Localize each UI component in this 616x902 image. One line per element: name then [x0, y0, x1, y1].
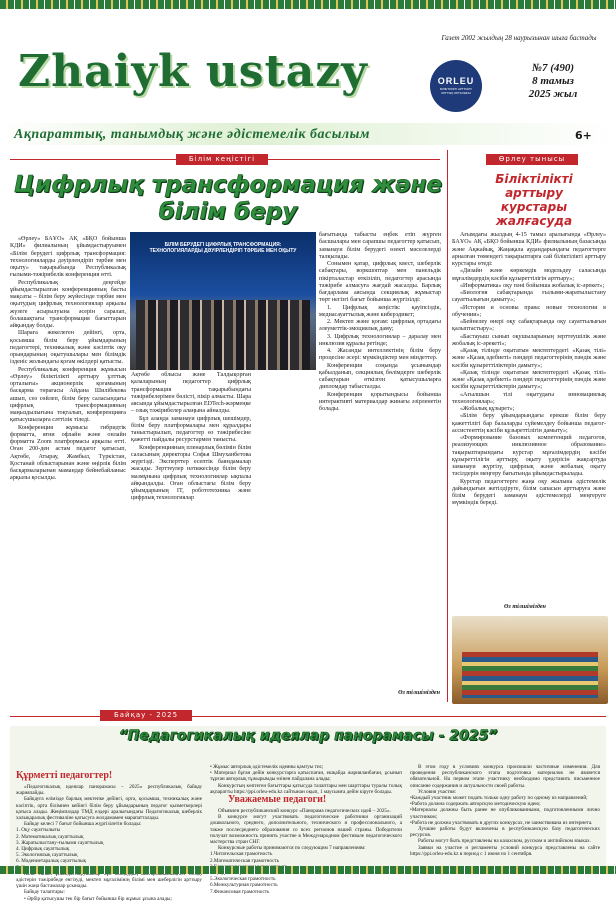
list-item: 5. Экологиялық сауаттылық — [16, 852, 78, 859]
books-illustration — [452, 616, 608, 704]
issue-number: №7 (490) — [531, 62, 575, 74]
paragraph: 4. Жасанды интеллектінің білім беру процесіне әсері: мүмкіндіктер мен міндеттер. — [319, 348, 441, 362]
paragraph: «Өрлеу» БАҰО» АҚ «БҚО бойынша КДИ» филиалының ұйымдастыруымен «Білім берудегі цифрлық трансформация: технологияларды дәуірлендіріп тәрбие мен оқыту» тақырыбында Республикалық ғылыми-тәжірибелік конференция өтті. — [10, 236, 126, 279]
paragraph: «Бейнелеу өнері оқу сабақтарында оқу сауаттылығын қалыптастыру»; — [452, 319, 606, 333]
paragraph: Лучшие работы будут включены в республиканскую базу педагогических ресурсов. — [410, 826, 600, 839]
section-tab-bottom: Байқау - 2025 — [100, 710, 192, 721]
list-item: •Материалы должны быть ранее не опубликованными, подготовленными лично участником; — [410, 807, 600, 820]
paragraph: «Биология сабақтарында ғылыми-жаратылыстану сауаттылығын дамыту»; — [452, 290, 606, 304]
list-item: 5.Экологическая грамотность — [210, 876, 276, 883]
article3-ru-col2 — [210, 808, 402, 895]
paragraph: Конференцияның пленарлық бөлімін білім саласының директоры Софья Шмуханбетова жүргізді. Эксперттер есептік баяндамалар жасады. Зерттеулер нәтижесінде білім беру мазмұнына цифрлық технологиялар ықпалы айқындалды. Оған облыстағы білім беру ұйымдарының IT, робототехника және цифрлық технологиялар — [131, 444, 251, 502]
paragraph: Республикалық деңгейде ұйымдастырылған конференцияның басты мақсаты – білім беру жүйесінде тәрбие мен оқытудың цифрлық технологиялар арқылы жүзеге асырылуына әсерін саралап, болашақтағы трансформация бағыттарын айқындау болды. — [10, 279, 126, 329]
divider — [268, 159, 440, 160]
paragraph: 2. Мектеп және қоғам: цифрлық ортадағы әлеуметтік-эмоциялық даму; — [319, 319, 441, 333]
list-item: 1. Оқу сауаттылығы — [16, 827, 61, 834]
slogan: Ақпараттық, танымдық және әдістемелік басылым — [14, 127, 370, 142]
photo-people — [136, 300, 310, 370]
logo-text: ORLEU — [437, 76, 475, 86]
orleu-logo-icon — [430, 60, 482, 112]
paragraph: Конференция соңында ұсынымдар қабылданып, секциялық бөлімдерге шеберлік сабақтарын өткізген қатысушыларға дипломдар табысталды. — [319, 362, 441, 391]
paragraph: Заявки на участие и регламенты условий конкурса представлены на сайте https://ppi.orleu-edu.kz в период с 1 июня по 1 сентября. — [410, 844, 600, 857]
masthead-since: Газет 2002 жылдың 28 наурызынан шыға бастады — [441, 34, 597, 42]
paragraph: В этом году в условиях конкурса произошли частичные изменения. Для проведения республиканского этапа подготовка материалов не является обязательной. На первом этапе участнику необходимо представить письменное описание содержания и актуальности своей работы. — [410, 764, 600, 789]
paragraph: Объявлен республиканский конкурс «Панорама педагогических идей – 2025». — [218, 808, 391, 814]
masthead-title: Zhaiyk ustazy — [18, 46, 368, 97]
paragraph: Республикалық конференция жұмысын «Өрлеу» біліктілікті арттыру ұлттық орталығы» акционерлік қоғамының басқарма төрағасы Айдана Шилібекова ашып, сөз сөйлеп, білім беру саласындағы цифрлық трансформацияның маңыздылығына тоқталып, конференцияға қатысушыларға сәттілік тіледі. — [10, 366, 126, 424]
paragraph: «Дизайн және көркемдік модельдеу саласында мұғалімдердің кәсіби құзыреттілігін арттыру»; — [452, 268, 606, 282]
list-item: • Материал бұған дейін конкурстарға қатыспаған, ешқайда жарияланбаған, ұсынып тұрған авторлық тұжырымды өзінен пайдалана алады; — [210, 770, 402, 783]
paragraph: Ағымдағы жылдың 4-15 тамыз аралығында «Өрлеу» БАҰО» АҚ «БҚО бойынша КДИ» филиалының базасында және Ақжайық, Жаңақала аудандарындағы педагогтерге арналған төмендегі тақырыптарға сай біліктілікті арттыру курстары өтеді: — [452, 232, 606, 267]
paragraph: Конференция жұмысы гибридтік форматта, яғни офлайн және онлайн форматта Zoom платформасы арқылы өтті. Оған 200-ден астам педагог қатысып, Ақтөбе, Атырау, Жамбыл, Түркістан, Қостанай облыстарынан және өңірлік білім басқармаларынан мамандар бейнебайланыс арқылы қосылды. — [10, 424, 126, 482]
paragraph: бағытында табысты еңбек етіп жүрген басшылары мен сарапшы педагогтер қатысып, заманауи білім берудегі өзекті мәселелерді талқылады. — [319, 232, 441, 260]
list-item: 2. Математикалық сауаттылық — [16, 833, 84, 840]
article2-col — [452, 232, 606, 600]
issue-date: 8 тамыз — [532, 75, 574, 87]
paragraph: Шараға жекелеген дейінгі, орта, қосымша білім беру ұйымдарының педагогтері, техникалық және кәсіптік оқу орындарының оқытушылары мен білімдік ізденіс жолындағы қоғам өкілдері қатысты. — [10, 330, 126, 366]
divider — [10, 159, 176, 160]
issue-block — [498, 62, 608, 101]
paragraph: Байқау келесі 7 бағыт бойынша жүргізілетін болады: — [24, 821, 142, 828]
list-item: •Каждый участник может подать только одну работу по одному из направлений; — [410, 795, 588, 802]
paragraph: «Бастауыш сынып оқушыларының зерттеушілік және жобалық іс-әрекеті»; — [452, 333, 606, 347]
paragraph: «Информатика» оқу пәні бойынша жобалық іс-әрекет»; — [460, 282, 605, 289]
paragraph: «Білім беру ұйымдарындағы ерекше білім беру қажеттілігі бар балаларды сүйемелдеу бойынша педагог-ассистенттің кәсіби құзыреттілігін дамыту»; — [452, 413, 606, 434]
article2-signature: Өз тілшімізден — [504, 604, 546, 610]
article1-col1 — [10, 236, 126, 698]
paragraph: «Қазақ тілінде оқытатын мектептердегі «Қазақ тілі» және «Қазақ әдебиеті» пәндері педагогтерінің пәндік және кәсіби құзыреттіліктерін дамыту»; — [452, 348, 606, 369]
paragraph: «Жобалық құзырет»; — [460, 406, 515, 412]
article1-signature: Өз тілшімізден — [398, 690, 440, 696]
article1-col2 — [131, 372, 251, 698]
ru-heading: Уважаемые педагоги! — [228, 794, 327, 805]
photo-caption: Ақтөбе облысы және Талдықорған қалаларының педагогтер цифрлық трансформация тақырыбындағы тәжірибелерімен бөлісті, пікір алмасты. Шара аясында ұйымдастырылған EDTech-жәрмеңке – озық тәжірибелер алаңына айналды. — [131, 372, 251, 415]
issue-year: 2025 жыл — [528, 88, 578, 100]
list-item: 7.Финансовая грамотность — [210, 888, 270, 895]
logo-subtext: БІЛІКТІЛІКТІ АРТТЫРУ ҰЛТТЫҚ ОРТАЛЫҒЫ — [439, 87, 473, 95]
article2-title: Біліктілікті арттыру курстары жалғасуда — [495, 172, 573, 228]
paragraph: Работы могут быть представлены на казахском, русском и английском языках. — [418, 838, 591, 845]
paragraph: Бұл алаңда заманауи цифрлық шешімдер, білім беру платформалары мен құралдары таныстырылып, педагогтер өз тәжірибесіне қажетті пайдалы ресурстармен танысты. — [131, 415, 251, 444]
top-ornament — [0, 0, 616, 9]
paragraph: Конкурсные работы принимаются по следующим 7 направлениям: — [218, 845, 366, 852]
list-item: •Работа не должна участвовать в других конкурсах, не заимствована из интернета. — [410, 819, 593, 826]
section-tab-right: Өрлеу тынысы — [486, 154, 578, 165]
paragraph: Сонымен қатар, цифрлық квест, шеберлік сабақтары, воркшоптар мен панельдік пікірталастар өткізіліп, педагогтер арасында тәжірибе алмасуға жағдай жасалды. Барлық бағдарлама аясында секциялық жұмыстар төрт негізгі бағыт бойынша жүргізілді: — [319, 261, 441, 304]
age-badge: 6+ — [575, 129, 592, 142]
list-item: 3. Жаратылыстану-ғылыми сауаттылық — [16, 839, 104, 846]
paragraph: әдістерін тәжірибеде енгізуді, мектеп мұғалімінің білімі мен шеберлігін арттыру үшін жаңа бастамалар ұсынады. — [16, 877, 202, 890]
article1-title: Цифрлық трансформация және білім беру — [13, 172, 443, 225]
article3-ru-col3 — [410, 764, 600, 866]
article3-title: “Педагогикалық идеялар панорамасы - 2025” — [118, 728, 498, 744]
photo-banner: БІЛІМ БЕРУДЕГІ ЦИФРЛЫҚ ТРАНСФОРМАЦИЯ: ТЕХНОЛОГИЯЛАРДЫ ДӘУІРЛЕНДІРІП ТӘРБИЕ МЕН ОҚЫТУ — [149, 242, 297, 254]
list-item: 2.Математическая грамотность — [210, 857, 280, 864]
article3-kz-col — [16, 784, 202, 902]
list-item: 6. Мәдениетаралық сауаттылық — [16, 858, 87, 865]
conference-photo — [130, 232, 316, 370]
bottom-ornament — [0, 866, 616, 874]
divider — [192, 716, 606, 717]
book-stack — [462, 652, 598, 698]
paragraph: 3. Цифрлық технологиялар – даралау мен инклюзия құралы ретінде; — [319, 333, 441, 347]
paragraph: Конкурстың көптеген бағыттары қатысуда талаптары мен шарттары туралы толық ақпаратты https://ppi.orleu-edu.kz сайтынан оқып, 1 маусымға дейін кіруге болады. — [210, 782, 402, 795]
list-item: 6.Межкультурная грамотность — [210, 882, 278, 889]
list-item: 4. Цифрлық сауаттылық — [16, 846, 70, 853]
paragraph: Конференция қорытындысы бойынша интерактивті материалдар жинағы әзірленетін болады. — [319, 391, 441, 412]
paragraph: Курстар педагогтерге жаңа оқу жылына әдістемелік дайындығын жетілдіруге, білім сапасын арттыруға және білім берудегі заманауи әдістемелерді меңгеруге мүмкіндік береді. — [452, 478, 606, 507]
list-item: 1.Читательская грамотность — [210, 851, 273, 858]
list-item: • Жұмыс авторлық әдістемелік идеяны қамтуы тис; — [210, 764, 324, 770]
paragraph: Байқау талаптары: — [24, 889, 65, 896]
column-divider — [447, 150, 448, 702]
paragraph: «Қазақ тілінде оқытатын мектептердегі «Қазақ тілі» және «Қазақ әдебиеті» пәндері педагогтерінің пәндік және кәсіби құзыреттіліктерін дамыту»; — [452, 369, 606, 391]
paragraph: • Әрбір қатысушы тек бір бағыт бойынша бір жұмыс ұсына алады; — [24, 895, 172, 902]
section-tab-left: Білім кеңістігі — [176, 154, 268, 165]
paragraph: «История и основы права: новые технологии в обучении»; — [452, 304, 606, 318]
paragraph: В конкурсе могут участвовать педагогические работники организаций дошкольного, среднего, дополнительного, технического и профессионального, а также послесреднего образования со всех регионов нашей страны. Победители получат возможность принять участие в Международном фестивале педагогического мастерства стран СНГ. — [210, 814, 402, 846]
paragraph: «Ағылшын тілі оқытудағы инновациялық технологиялар»; — [452, 391, 606, 405]
article1-col3 — [319, 232, 441, 687]
paragraph: 1. Цифрлық кеңістік: қауіпсіздік, медиасауаттылық және киберэдикет; — [319, 304, 441, 318]
article3-kz-col2 — [210, 764, 402, 794]
divider — [10, 716, 100, 717]
kz-heading: Құрметті педагогтер! — [16, 770, 113, 781]
list-item: •Работа должна содержать авторскую методическую идею; — [410, 801, 541, 808]
paragraph: Байқауға елімізде барлық мектепке дейінгі, орта, қосымша, техникалық және кәсіптік, орта білімнен кейінгі білім беру ұйымдарының педагог қызметкерлері қатыса алады. Жеңімпаздар ТМД елдері аралығындағы Педагогикалық шеберлік халықаралық фестиваліне қатысуға жолдамамен марапатталады. — [16, 796, 202, 822]
paragraph: «Педагогикалық идеялар панорамасы – 2025» республикалық байқау жариялайды. — [16, 784, 202, 797]
paragraph: Условия участия: — [418, 788, 457, 795]
paragraph: «Формирование базовых компетенций педагогов, реализующих инклюзивное образование» тақырыптарындағы курстар мұғалімдердің кәсіби құзыреттілігін арттыру, оқыту үдерісін жақсартуда заманауи жүргізу, цифрлық және жобалық оқыту тәсілдерін меңгеру бағытында ұйымдастырылады. — [452, 435, 606, 478]
